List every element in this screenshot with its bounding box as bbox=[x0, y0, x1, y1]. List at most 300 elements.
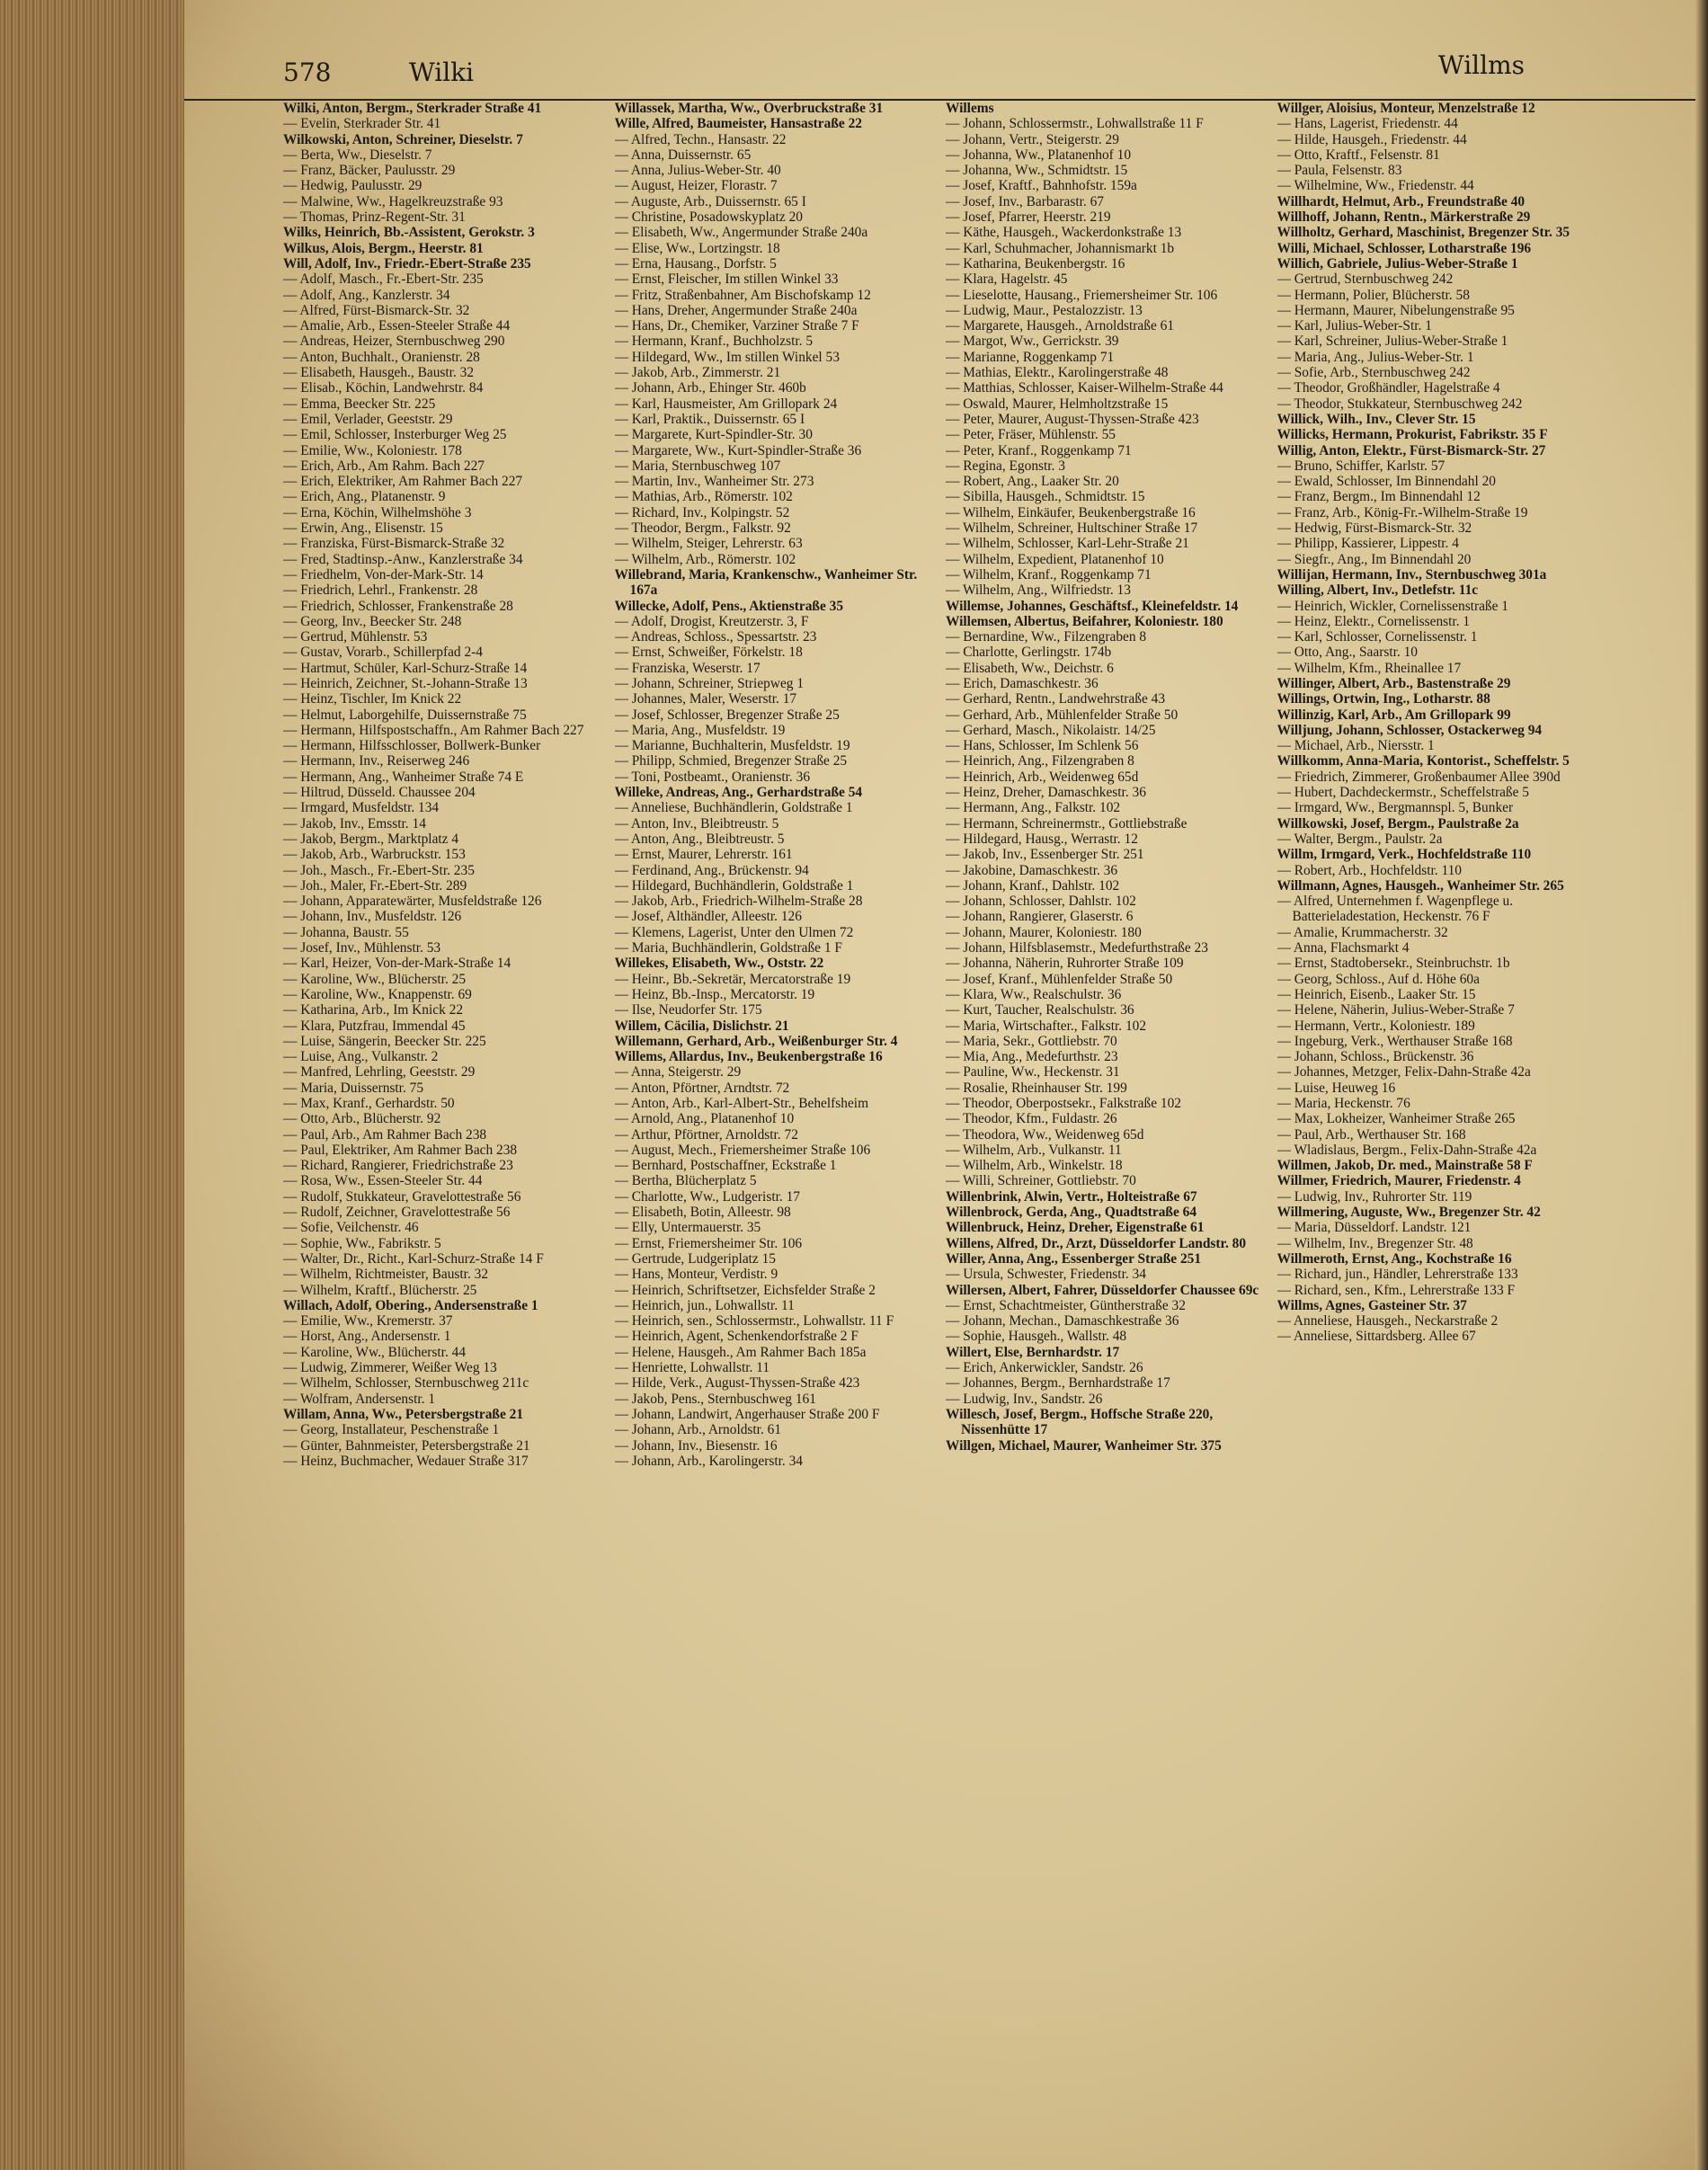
directory-entry: — Maria, Sternbuschweg 107 bbox=[614, 458, 781, 474]
directory-entry: Willhardt, Helmut, Arb., Freundstraße 40 bbox=[1277, 193, 1526, 209]
directory-entry: — Anna, Duissernstr. 65 bbox=[614, 147, 752, 163]
directory-entry: — Hermann, Hilfspostschaffn., Am Rahmer Bach 227 bbox=[283, 722, 584, 738]
directory-entry: — Paula, Felsenstr. 83 bbox=[1277, 163, 1402, 179]
directory-entry: — Elisabeth, Ww., Angermunder Straße 240a bbox=[614, 225, 868, 241]
directory-entry: — Johanna, Baustr. 55 bbox=[283, 924, 409, 940]
directory-entry: Willinzig, Karl, Arb., Am Grillopark 99 bbox=[1277, 707, 1511, 723]
directory-page bbox=[184, 0, 1695, 2170]
directory-entry: — Elisabeth, Botin, Alleestr. 98 bbox=[614, 1205, 791, 1221]
directory-entry: Willenbruck, Heinz, Dreher, Eigenstraße 61 bbox=[946, 1220, 1205, 1236]
directory-entry: — August, Mech., Friemersheimer Straße 106 bbox=[614, 1142, 871, 1158]
directory-entry: Willemsen, Albertus, Beifahrer, Koloniestr. 180 bbox=[946, 613, 1223, 629]
directory-entry: — Katharina, Beukenbergstr. 16 bbox=[946, 255, 1125, 271]
directory-entry: — Helene, Näherin, Julius-Weber-Straße 7 bbox=[1277, 1002, 1515, 1018]
directory-entry: — Franziska, Weserstr. 17 bbox=[614, 660, 761, 676]
directory-entry: — Margarete, Ww., Kurt-Spindler-Straße 36 bbox=[614, 442, 862, 458]
directory-entry: Willinger, Albert, Arb., Bastenstraße 29 bbox=[1277, 675, 1511, 691]
directory-entry: Willemann, Gerhard, Arb., Weißenburger Str. 4 bbox=[614, 1033, 898, 1049]
directory-entry: — Paul, Arb., Werthauser Str. 168 bbox=[1277, 1126, 1466, 1143]
directory-entry: — Ludwig, Inv., Ruhrorter Str. 119 bbox=[1277, 1188, 1472, 1205]
directory-entry: — Wilhelm, Schlosser, Sternbuschweg 211c bbox=[283, 1375, 529, 1392]
directory-entry: — Klemens, Lagerist, Unter den Ulmen 72 bbox=[614, 924, 854, 940]
directory-entry: — Hedwig, Fürst-Bismarck-Str. 32 bbox=[1277, 520, 1472, 537]
directory-entry: — Ursula, Schwester, Friedenstr. 34 bbox=[946, 1267, 1146, 1283]
directory-entry: — Wilhelm, Inv., Bregenzer Str. 48 bbox=[1277, 1235, 1473, 1251]
directory-entry: — Joh., Masch., Fr.-Ebert-Str. 235 bbox=[283, 862, 475, 878]
directory-entry: — Arthur, Pförtner, Arnoldstr. 72 bbox=[614, 1126, 798, 1143]
directory-entry: — Johann, Inv., Musfeldstr. 126 bbox=[283, 909, 462, 925]
directory-entry: Willms, Agnes, Gasteiner Str. 37 bbox=[1277, 1297, 1467, 1313]
directory-entry: — Elly, Untermauerstr. 35 bbox=[614, 1220, 761, 1236]
directory-entry: — Elise, Ww., Lortzingstr. 18 bbox=[614, 240, 780, 256]
directory-entry: — Johann, Inv., Biesenstr. 16 bbox=[614, 1437, 778, 1454]
directory-entry: — Michael, Arb., Niersstr. 1 bbox=[1277, 738, 1435, 754]
directory-entry: — Heinrich, Ang., Filzengraben 8 bbox=[946, 753, 1134, 769]
directory-entry: — Fred, Stadtinsp.-Anw., Kanzlerstraße 34 bbox=[283, 551, 523, 567]
directory-entry: — Emma, Beecker Str. 225 bbox=[283, 396, 436, 412]
directory-entry: — Anton, Inv., Bleibtreustr. 5 bbox=[614, 815, 779, 832]
directory-entry: Willing, Albert, Inv., Detlefstr. 11c bbox=[1277, 583, 1479, 599]
directory-entry: — Hans, Monteur, Verdistr. 9 bbox=[614, 1267, 778, 1283]
directory-entry: — Andreas, Heizer, Sternbuschweg 290 bbox=[283, 334, 505, 350]
directory-entry: — Kurt, Taucher, Realschulstr. 36 bbox=[946, 1002, 1134, 1018]
directory-entry: — Johann, Vertr., Steigerstr. 29 bbox=[946, 131, 1119, 147]
directory-entry: — Theodor, Kfm., Fuldastr. 26 bbox=[946, 1111, 1117, 1127]
directory-entry: — Johann, Hilfsblasemstr., Medefurthstraße 23 bbox=[946, 940, 1208, 956]
directory-entry: — Johann, Arb., Arnoldstr. 61 bbox=[614, 1422, 782, 1438]
directory-entry: — Josef, Inv., Mühlenstr. 53 bbox=[283, 940, 441, 956]
directory-entry: — Emil, Verlader, Geeststr. 29 bbox=[283, 411, 453, 427]
directory-entry: — Wilhelm, Schreiner, Hultschiner Straße 17 bbox=[946, 520, 1198, 537]
directory-entry: — Wilhelm, Kraftf., Blücherstr. 25 bbox=[283, 1282, 477, 1298]
directory-entry: Willeke, Andreas, Ang., Gerhardstraße 54 bbox=[614, 785, 863, 801]
directory-entry: Willm, Irmgard, Verk., Hochfeldstraße 110 bbox=[1277, 847, 1532, 863]
directory-entry: — Heinrich, Arb., Weidenweg 65d bbox=[946, 769, 1139, 785]
directory-entry: Willich, Gabriele, Julius-Weber-Straße 1 bbox=[1277, 255, 1518, 271]
directory-entry: — Erich, Ang., Platanenstr. 9 bbox=[283, 489, 446, 505]
directory-entry: — Hermann, Polier, Blücherstr. 58 bbox=[1277, 287, 1470, 303]
directory-entry: Willem, Cäcilia, Dislichstr. 21 bbox=[614, 1018, 789, 1034]
directory-entry: — Johann, Landwirt, Angerhauser Straße 200 F bbox=[614, 1406, 880, 1422]
directory-entry: Wilkus, Alois, Bergm., Heerstr. 81 bbox=[283, 240, 484, 256]
directory-entry: — Wilhelm, Richtmeister, Baustr. 32 bbox=[283, 1267, 489, 1283]
directory-entry: Willgen, Michael, Maurer, Wanheimer Str. 375 bbox=[946, 1437, 1222, 1454]
directory-columns bbox=[283, 101, 1596, 2132]
directory-entry: — Gustav, Vorarb., Schillerpfad 2-4 bbox=[283, 645, 483, 661]
directory-entry: Willenbrock, Gerda, Ang., Quadtstraße 64 bbox=[946, 1205, 1197, 1221]
directory-entry: Willholtz, Gerhard, Maschinist, Bregenzer Str. 35 bbox=[1277, 225, 1570, 241]
directory-entry: — Elisabeth, Ww., Deichstr. 6 bbox=[946, 660, 1114, 676]
directory-entry: — Wilhelm, Arb., Winkelstr. 18 bbox=[946, 1158, 1123, 1174]
directory-entry: Willicks, Hermann, Prokurist, Fabrikstr. 35 F bbox=[1277, 427, 1548, 443]
directory-entry: — Maria, Ang., Julius-Weber-Str. 1 bbox=[1277, 349, 1474, 365]
directory-entry: — Heinz, Buchmacher, Wedauer Straße 317 bbox=[283, 1453, 529, 1469]
directory-entry: — Willi, Schreiner, Gottliebstr. 70 bbox=[946, 1173, 1136, 1189]
directory-entry: — Bertha, Blücherplatz 5 bbox=[614, 1173, 757, 1189]
directory-entry: — Philipp, Schmied, Bregenzer Straße 25 bbox=[614, 753, 848, 769]
directory-entry: — Bernhard, Postschaffner, Eckstraße 1 bbox=[614, 1158, 837, 1174]
directory-entry: — Maria, Duissernstr. 75 bbox=[283, 1080, 424, 1096]
directory-entry: — Georg, Schloss., Auf d. Höhe 60a bbox=[1277, 971, 1480, 987]
directory-entry: — Heinrich, Schriftsetzer, Eichsfelder Straße 2 bbox=[614, 1282, 876, 1298]
directory-entry: — Hedwig, Paulusstr. 29 bbox=[283, 178, 423, 194]
directory-entry: — Amalie, Krummacherstr. 32 bbox=[1277, 924, 1448, 940]
directory-entry: Willens, Alfred, Dr., Arzt, Düsseldorfer Landstr. 80 bbox=[946, 1235, 1247, 1251]
directory-entry: — Jakob, Arb., Zimmerstr. 21 bbox=[614, 365, 781, 381]
directory-entry: — Anneliese, Sittardsberg. Allee 67 bbox=[1277, 1329, 1476, 1345]
page-header bbox=[184, 36, 1695, 101]
directory-entry: — Johann, Arb., Ehinger Str. 460b bbox=[614, 380, 806, 396]
directory-entry: Willach, Adolf, Obering., Andersenstraße 1 bbox=[283, 1297, 538, 1313]
directory-entry: — Hiltrud, Düsseld. Chaussee 204 bbox=[283, 785, 476, 801]
directory-entry: — Anton, Ang., Bleibtreustr. 5 bbox=[614, 831, 785, 847]
directory-entry: — Karl, Schlosser, Cornelissenstr. 1 bbox=[1277, 629, 1478, 645]
directory-entry: — Ernst, Stadtobersekr., Steinbruchstr. 1b bbox=[1277, 956, 1510, 972]
directory-entry: — Hilde, Verk., August-Thyssen-Straße 423 bbox=[614, 1375, 860, 1392]
directory-entry: — Heinrich, sen., Schlossermstr., Lohwallstr. 11 F bbox=[614, 1313, 894, 1330]
directory-entry: Willmer, Friedrich, Maurer, Friedenstr. 4 bbox=[1277, 1173, 1521, 1189]
directory-entry: — Theodor, Oberpostsekr., Falkstraße 102 bbox=[946, 1096, 1181, 1111]
directory-entry: — Karl, Hausmeister, Am Grillopark 24 bbox=[614, 396, 838, 412]
right-running-head: Willms bbox=[1437, 50, 1525, 80]
directory-entry: — Josef, Inv., Barbarastr. 67 bbox=[946, 193, 1104, 209]
directory-entry: — Wilhelm, Kranf., Roggenkamp 71 bbox=[946, 566, 1152, 583]
directory-entry: — Bruno, Schiffer, Karlstr. 57 bbox=[1277, 458, 1446, 474]
directory-entry: — Sophie, Ww., Fabrikstr. 5 bbox=[283, 1235, 441, 1251]
directory-entry: — Anneliese, Hausgeh., Neckarstraße 2 bbox=[1277, 1313, 1499, 1330]
directory-entry: — Hartmut, Schüler, Karl-Schurz-Straße 14 bbox=[283, 660, 528, 676]
directory-entry: — Ernst, Fleischer, Im stillen Winkel 33 bbox=[614, 271, 839, 288]
directory-entry: — Jakob, Arb., Friedrich-Wilhelm-Straße 28 bbox=[614, 894, 863, 910]
directory-entry: — Hans, Lagerist, Friedenstr. 44 bbox=[1277, 116, 1458, 132]
directory-entry: — Georg, Inv., Beecker Str. 248 bbox=[283, 613, 462, 629]
directory-entry: — Ludwig, Inv., Sandstr. 26 bbox=[946, 1391, 1103, 1407]
directory-entry: — Heinrich, Agent, Schenkendorfstraße 2 F bbox=[614, 1329, 858, 1345]
directory-entry: — Wilhelm, Arb., Römerstr. 102 bbox=[614, 551, 796, 567]
directory-entry: — Hermann, Kranf., Buchholzstr. 5 bbox=[614, 334, 814, 350]
directory-entry: — Rudolf, Zeichner, Gravelottestraße 56 bbox=[283, 1205, 511, 1221]
directory-entry: — Josef, Althändler, Alleestr. 126 bbox=[614, 909, 802, 925]
directory-entry: Willebrand, Maria, Krankenschw., Wanheimer Str. 167a bbox=[614, 566, 918, 599]
directory-entry: — Margarete, Kurt-Spindler-Str. 30 bbox=[614, 427, 813, 443]
directory-entry: — Heinrich, Wickler, Cornelissenstraße 1 bbox=[1277, 598, 1508, 614]
directory-entry: — Friedrich, Schlosser, Frankenstraße 28 bbox=[283, 598, 513, 614]
left-running-head: Wilki bbox=[409, 58, 475, 87]
directory-entry: — Martin, Inv., Wanheimer Str. 273 bbox=[614, 474, 814, 490]
directory-entry: — Ernst, Friemersheimer Str. 106 bbox=[614, 1235, 803, 1251]
directory-entry: — Ernst, Schweißer, Förkelstr. 18 bbox=[614, 645, 803, 661]
directory-entry: — Hermann, Maurer, Nibelungenstraße 95 bbox=[1277, 302, 1515, 318]
directory-entry: — Johanna, Näherin, Ruhrorter Straße 109 bbox=[946, 956, 1184, 972]
directory-entry: Willhoff, Johann, Rentn., Märkerstraße 29 bbox=[1277, 209, 1531, 226]
directory-entry: — Mia, Ang., Medefurthstr. 23 bbox=[946, 1049, 1118, 1065]
directory-column-4 bbox=[1277, 101, 1597, 2132]
directory-entry: — Jakob, Arb., Warbruckstr. 153 bbox=[283, 847, 466, 863]
directory-entry: Willer, Anna, Ang., Essenberger Straße 251 bbox=[946, 1250, 1202, 1267]
directory-entry: — Ludwig, Maur., Pestalozzistr. 13 bbox=[946, 302, 1143, 318]
directory-entry: — Heinr., Bb.-Sekretär, Mercatorstraße 19 bbox=[614, 971, 851, 987]
directory-entry: — Gerhard, Masch., Nikolaistr. 14/25 bbox=[946, 722, 1156, 738]
directory-entry: — Rosalie, Rheinhauser Str. 199 bbox=[946, 1080, 1127, 1096]
directory-entry: — Elisab., Köchin, Landwehrstr. 84 bbox=[283, 380, 484, 396]
directory-entry: — August, Heizer, Florastr. 7 bbox=[614, 178, 778, 194]
directory-column-3 bbox=[946, 101, 1265, 2132]
directory-entry: Willesch, Josef, Bergm., Hoffsche Straße 220, Nissenhütte 17 bbox=[946, 1406, 1214, 1438]
directory-entry: — Heinz, Tischler, Im Knick 22 bbox=[283, 691, 462, 707]
directory-entry: — Gertrud, Sternbuschweg 242 bbox=[1277, 271, 1454, 288]
directory-entry: — Jakob, Inv., Essenberger Str. 251 bbox=[946, 847, 1144, 863]
directory-entry: — Walter, Bergm., Paulstr. 2a bbox=[1277, 831, 1443, 847]
directory-entry: — Philipp, Kassierer, Lippestr. 4 bbox=[1277, 536, 1459, 552]
directory-entry: Willmeroth, Ernst, Ang., Kochstraße 16 bbox=[1277, 1250, 1512, 1267]
directory-entry: — Hans, Dreher, Angermunder Straße 240a bbox=[614, 302, 858, 318]
directory-entry: — Karl, Heizer, Von-der-Mark-Straße 14 bbox=[283, 956, 512, 972]
directory-entry: — Johanna, Ww., Platanenhof 10 bbox=[946, 147, 1132, 163]
directory-entry: — Manfred, Lehrling, Geeststr. 29 bbox=[283, 1064, 476, 1081]
directory-entry: — Hermann, Ang., Wanheimer Straße 74 E bbox=[283, 769, 524, 785]
directory-entry: Wilkowski, Anton, Schreiner, Dieselstr. 7 bbox=[283, 131, 523, 147]
directory-entry: Willmann, Agnes, Hausgeh., Wanheimer Str. 265 bbox=[1277, 877, 1564, 894]
directory-entry: — Maria, Heckenstr. 76 bbox=[1277, 1096, 1410, 1111]
directory-entry: — Peter, Maurer, August-Thyssen-Straße 423 bbox=[946, 411, 1199, 427]
directory-entry: — Josef, Pfarrer, Heerstr. 219 bbox=[946, 209, 1111, 226]
directory-entry: — Erwin, Ang., Elisenstr. 15 bbox=[283, 520, 443, 537]
directory-entry: — Karoline, Ww., Knappenstr. 69 bbox=[283, 986, 472, 1002]
directory-entry: — Gerhard, Arb., Mühlenfelder Straße 50 bbox=[946, 707, 1179, 723]
directory-entry: — Karl, Praktik., Duissernstr. 65 I bbox=[614, 411, 805, 427]
directory-entry: — Johannes, Bergm., Bernhardstraße 17 bbox=[946, 1375, 1170, 1392]
directory-entry: — Emilie, Ww., Kremerstr. 37 bbox=[283, 1313, 453, 1330]
directory-entry: — Ilse, Neudorfer Str. 175 bbox=[614, 1002, 762, 1018]
directory-entry: Willems bbox=[946, 101, 994, 116]
directory-entry: — Friedhelm, Von-der-Mark-Str. 14 bbox=[283, 566, 484, 583]
book-page-edges bbox=[0, 0, 184, 2170]
directory-entry: — Gertrud, Mühlenstr. 53 bbox=[283, 629, 428, 645]
directory-entry: — Sophie, Hausgeh., Wallstr. 48 bbox=[946, 1329, 1127, 1345]
directory-entry: — Otto, Ang., Saarstr. 10 bbox=[1277, 645, 1418, 661]
directory-entry: Willick, Wilh., Inv., Clever Str. 15 bbox=[1277, 411, 1476, 427]
directory-entry: — Christine, Posadowskyplatz 20 bbox=[614, 209, 803, 226]
directory-entry: — Karl, Julius-Weber-Str. 1 bbox=[1277, 318, 1432, 334]
directory-entry: — Auguste, Arb., Duissernstr. 65 I bbox=[614, 193, 806, 209]
directory-entry: — Wilhelm, Steiger, Lehrerstr. 63 bbox=[614, 536, 803, 552]
directory-column-2 bbox=[615, 101, 934, 2132]
directory-entry: — Karl, Schreiner, Julius-Weber-Straße 1 bbox=[1277, 334, 1508, 350]
directory-entry: — Malwine, Ww., Hagelkreuzstraße 93 bbox=[283, 193, 503, 209]
directory-entry: — Irmgard, Musfeldstr. 134 bbox=[283, 800, 440, 816]
directory-entry: — Adolf, Ang., Kanzlerstr. 34 bbox=[283, 287, 450, 303]
directory-entry: — Johannes, Maler, Weserstr. 17 bbox=[614, 691, 797, 707]
directory-entry: — Johann, Schlosser, Dahlstr. 102 bbox=[946, 894, 1136, 910]
directory-entry: — Anna, Flachsmarkt 4 bbox=[1277, 940, 1410, 956]
directory-entry: — Joh., Maler, Fr.-Ebert-Str. 289 bbox=[283, 877, 467, 894]
directory-entry: Willmering, Auguste, Ww., Bregenzer Str. 42 bbox=[1277, 1205, 1541, 1221]
directory-entry: — Anton, Buchhalt., Oranienstr. 28 bbox=[283, 349, 480, 365]
directory-entry: — Jakob, Pens., Sternbuschweg 161 bbox=[614, 1391, 816, 1407]
directory-entry: — Alfred, Techn., Hansastr. 22 bbox=[614, 131, 787, 147]
directory-entry: — Richard, Inv., Kolpingstr. 52 bbox=[614, 504, 790, 520]
directory-entry: — Karoline, Ww., Blücherstr. 44 bbox=[283, 1344, 467, 1360]
directory-entry: — Erich, Ankerwickler, Sandstr. 26 bbox=[946, 1360, 1143, 1376]
directory-entry: — Johann, Schloss., Brückenstr. 36 bbox=[1277, 1049, 1474, 1065]
directory-entry: — Mathias, Elektr., Karolingerstraße 48 bbox=[946, 365, 1169, 381]
directory-entry: — Ingeburg, Verk., Werthauser Straße 168 bbox=[1277, 1033, 1513, 1049]
directory-entry: — Peter, Fräser, Mühlenstr. 55 bbox=[946, 427, 1116, 443]
directory-entry: — Hermann, Ang., Falkstr. 102 bbox=[946, 800, 1121, 816]
directory-entry: — Johann, Rangierer, Glaserstr. 6 bbox=[946, 909, 1134, 925]
directory-entry: — Karl, Schuhmacher, Johannismarkt 1b bbox=[946, 240, 1175, 256]
directory-entry: Willkowski, Josef, Bergm., Paulstraße 2a bbox=[1277, 815, 1519, 832]
directory-entry: Willenbrink, Alwin, Vertr., Holteistraße 67 bbox=[946, 1188, 1197, 1205]
directory-entry: — Ludwig, Zimmerer, Weißer Weg 13 bbox=[283, 1360, 497, 1376]
directory-entry: — Rudolf, Stukkateur, Gravelottestraße 56 bbox=[283, 1188, 521, 1205]
directory-entry: — Irmgard, Ww., Bergmannspl. 5, Bunker bbox=[1277, 800, 1514, 816]
directory-entry: — Thomas, Prinz-Regent-Str. 31 bbox=[283, 209, 466, 226]
directory-entry: — Arnold, Ang., Platanenhof 10 bbox=[614, 1111, 795, 1127]
directory-entry: Willings, Ortwin, Ing., Lotharstr. 88 bbox=[1277, 691, 1490, 707]
directory-entry: — Günter, Bahnmeister, Petersbergstraße 21 bbox=[283, 1437, 530, 1454]
directory-entry: — Wladislaus, Bergm., Felix-Dahn-Straße 42a bbox=[1277, 1142, 1537, 1158]
directory-entry: — Franz, Arb., König-Fr.-Wilhelm-Straße 19 bbox=[1277, 504, 1528, 520]
directory-entry: — Wilhelmine, Ww., Friedenstr. 44 bbox=[1277, 178, 1474, 194]
directory-entry: — Klara, Hagelstr. 45 bbox=[946, 271, 1068, 288]
directory-entry: — Adolf, Masch., Fr.-Ebert-Str. 235 bbox=[283, 271, 484, 288]
directory-entry: Willig, Anton, Elektr., Fürst-Bismarck-Str. 27 bbox=[1277, 442, 1546, 458]
directory-entry: — Gertrude, Ludgeriplatz 15 bbox=[614, 1250, 776, 1267]
directory-entry: — Erich, Arb., Am Rahm. Bach 227 bbox=[283, 458, 485, 474]
directory-entry: — Wilhelm, Ang., Wilfriedstr. 13 bbox=[946, 583, 1131, 599]
directory-entry: — Charlotte, Ww., Ludgeristr. 17 bbox=[614, 1188, 800, 1205]
directory-entry: — Lieselotte, Hausang., Friemersheimer Str. 106 bbox=[946, 287, 1218, 303]
directory-entry: — Georg, Installateur, Peschenstraße 1 bbox=[283, 1422, 500, 1438]
directory-entry: — Luise, Sängerin, Beecker Str. 225 bbox=[283, 1033, 486, 1049]
directory-entry: Willmen, Jakob, Dr. med., Mainstraße 58 F bbox=[1277, 1158, 1533, 1174]
directory-entry: — Marianne, Roggenkamp 71 bbox=[946, 349, 1115, 365]
directory-entry: — Richard, Rangierer, Friedrichstraße 23 bbox=[283, 1158, 513, 1174]
directory-entry: — Hermann, Vertr., Koloniestr. 189 bbox=[1277, 1018, 1475, 1034]
directory-entry: Willam, Anna, Ww., Petersbergstraße 21 bbox=[283, 1406, 524, 1422]
directory-entry: — Hermann, Hilfsschlosser, Bollwerk-Bunker bbox=[283, 738, 541, 754]
directory-entry: Willi, Michael, Schlosser, Lotharstraße 196 bbox=[1277, 240, 1532, 256]
directory-entry: — Heinz, Elektr., Cornelissenstr. 1 bbox=[1277, 613, 1471, 629]
directory-entry: — Maria, Wirtschafter., Falkstr. 102 bbox=[946, 1018, 1147, 1034]
directory-entry: — Erich, Elektriker, Am Rahmer Bach 227 bbox=[283, 474, 523, 490]
directory-entry: — Maria, Düsseldorf. Landstr. 121 bbox=[1277, 1220, 1472, 1236]
directory-entry: — Erna, Köchin, Wilhelmshöhe 3 bbox=[283, 504, 472, 520]
directory-entry: — Johanna, Ww., Schmidtstr. 15 bbox=[946, 163, 1128, 179]
directory-entry: — Toni, Postbeamt., Oranienstr. 36 bbox=[614, 769, 811, 785]
directory-entry: — Hilde, Hausgeh., Friedenstr. 44 bbox=[1277, 131, 1467, 147]
directory-entry: — Hermann, Schreinermstr., Gottliebstraße bbox=[946, 815, 1188, 832]
directory-entry: — Fritz, Straßenbahner, Am Bischofskamp 12 bbox=[614, 287, 871, 303]
directory-entry: Willert, Else, Bernhardstr. 17 bbox=[946, 1344, 1120, 1360]
directory-entry: — Heinz, Bb.-Insp., Mercatorstr. 19 bbox=[614, 986, 815, 1002]
directory-entry: — Theodor, Stukkateur, Sternbuschweg 242 bbox=[1277, 396, 1523, 412]
directory-entry: — Maria, Sekr., Gottliebstr. 70 bbox=[946, 1033, 1117, 1049]
directory-entry: Willekes, Elisabeth, Ww., Oststr. 22 bbox=[614, 956, 824, 972]
directory-column-1 bbox=[283, 101, 602, 2132]
directory-entry: — Gerhard, Rentn., Landwehrstraße 43 bbox=[946, 691, 1166, 707]
directory-entry: — Rosa, Ww., Essen-Steeler Str. 44 bbox=[283, 1173, 483, 1189]
directory-entry: — Ewald, Schlosser, Im Binnendahl 20 bbox=[1277, 474, 1496, 490]
directory-entry: — Jakob, Inv., Emsstr. 14 bbox=[283, 815, 426, 832]
directory-entry: Will, Adolf, Inv., Friedr.-Ebert-Straße 235 bbox=[283, 255, 531, 271]
directory-entry: — Heinrich, Eisenb., Laaker Str. 15 bbox=[1277, 986, 1476, 1002]
directory-entry: Willecke, Adolf, Pens., Aktienstraße 35 bbox=[614, 598, 844, 614]
directory-entry: — Margarete, Hausgeh., Arnoldstraße 61 bbox=[946, 318, 1175, 334]
directory-entry: — Adolf, Drogist, Kreutzerstr. 3, F bbox=[614, 613, 809, 629]
directory-entry: — Sibilla, Hausgeh., Schmidtstr. 15 bbox=[946, 489, 1145, 505]
directory-entry: — Peter, Kranf., Roggenkamp 71 bbox=[946, 442, 1132, 458]
page-gutter bbox=[1695, 0, 1708, 2170]
directory-entry: — Matthias, Schlosser, Kaiser-Wilhelm-Straße 44 bbox=[946, 380, 1223, 396]
directory-entry: — Käthe, Hausgeh., Wackerdonkstraße 13 bbox=[946, 225, 1182, 241]
directory-entry: — Richard, jun., Händler, Lehrerstraße 133 bbox=[1277, 1267, 1518, 1283]
directory-entry: — Paul, Elektriker, Am Rahmer Bach 238 bbox=[283, 1142, 518, 1158]
directory-entry: — Margot, Ww., Gerrickstr. 39 bbox=[946, 334, 1119, 350]
directory-entry: — Johann, Apparatewärter, Musfeldstraße 126 bbox=[283, 894, 542, 910]
page-number: 578 bbox=[283, 58, 332, 87]
directory-entry: — Andreas, Schloss., Spessartstr. 23 bbox=[614, 629, 817, 645]
directory-entry: — Otto, Kraftf., Felsenstr. 81 bbox=[1277, 147, 1440, 163]
directory-entry: — Luise, Ang., Vulkanstr. 2 bbox=[283, 1049, 439, 1065]
directory-entry: — Johann, Schreiner, Striepweg 1 bbox=[614, 675, 805, 691]
directory-entry: — Ferdinand, Ang., Brückenstr. 94 bbox=[614, 862, 809, 878]
directory-entry: — Theodor, Großhändler, Hagelstraße 4 bbox=[1277, 380, 1500, 396]
directory-entry: — Wilhelm, Kfm., Rheinallee 17 bbox=[1277, 660, 1462, 676]
directory-entry: — Wilhelm, Einkäufer, Beukenbergstraße 16 bbox=[946, 504, 1196, 520]
directory-entry: — Johann, Arb., Karolingerstr. 34 bbox=[614, 1453, 803, 1469]
directory-entry: — Theodor, Bergm., Falkstr. 92 bbox=[614, 520, 791, 537]
directory-entry: — Johann, Mechan., Damaschkestraße 36 bbox=[946, 1313, 1179, 1330]
directory-entry: — Hans, Schlosser, Im Schlenk 56 bbox=[946, 738, 1139, 754]
directory-entry: — Marianne, Buchhalterin, Musfeldstr. 19 bbox=[614, 738, 850, 754]
directory-entry: Wilks, Heinrich, Bb.-Assistent, Gerokstr. 3 bbox=[283, 225, 535, 241]
directory-entry: Willems, Allardus, Inv., Beukenbergstraße 16 bbox=[614, 1049, 883, 1065]
directory-entry: — Anton, Arb., Karl-Albert-Str., Behelfsheim bbox=[614, 1096, 869, 1111]
directory-entry: — Erna, Hausang., Dorfstr. 5 bbox=[614, 255, 777, 271]
directory-entry: — Alfred, Unternehmen f. Wagenpflege u. Batterieladestation, Heckenstr. 76 F bbox=[1277, 894, 1514, 925]
directory-entry: — Hildegard, Buchhändlerin, Goldstraße 1 bbox=[614, 877, 854, 894]
directory-entry: — Wilhelm, Arb., Vulkanstr. 11 bbox=[946, 1142, 1122, 1158]
directory-entry: Willkomm, Anna-Maria, Kontorist., Scheffelstr. 5 bbox=[1277, 753, 1570, 769]
directory-entry: — Hans, Dr., Chemiker, Varziner Straße 7 F bbox=[614, 318, 859, 334]
directory-entry: — Emilie, Ww., Koloniestr. 178 bbox=[283, 442, 462, 458]
directory-entry: — Sofie, Veilchenstr. 46 bbox=[283, 1220, 419, 1236]
directory-entry: — Bernardine, Ww., Filzengraben 8 bbox=[946, 629, 1147, 645]
directory-entry: Willersen, Albert, Fahrer, Düsseldorfer Chaussee 69c bbox=[946, 1282, 1259, 1298]
directory-entry: — Heinz, Dreher, Damaschkestr. 36 bbox=[946, 785, 1146, 801]
directory-entry: — Friedrich, Lehrl., Frankenstr. 28 bbox=[283, 583, 478, 599]
directory-entry: — Sofie, Arb., Sternbuschweg 242 bbox=[1277, 365, 1471, 381]
directory-entry: — Josef, Kranf., Mühlenfelder Straße 50 bbox=[946, 971, 1173, 987]
directory-entry: — Elisabeth, Hausgeh., Baustr. 32 bbox=[283, 365, 475, 381]
directory-entry: — Otto, Arb., Blücherstr. 92 bbox=[283, 1111, 441, 1127]
directory-entry: — Anna, Steigerstr. 29 bbox=[614, 1064, 742, 1081]
directory-entry: — Johannes, Metzger, Felix-Dahn-Straße 42a bbox=[1277, 1064, 1531, 1081]
directory-entry: — Katharina, Arb., Im Knick 22 bbox=[283, 1002, 464, 1018]
directory-entry: — Pauline, Ww., Heckenstr. 31 bbox=[946, 1064, 1120, 1081]
directory-entry: — Wilhelm, Schlosser, Karl-Lehr-Straße 21 bbox=[946, 536, 1189, 552]
directory-entry: — Josef, Schlosser, Bregenzer Straße 25 bbox=[614, 707, 840, 723]
directory-entry: Wilki, Anton, Bergm., Sterkrader Straße 41 bbox=[283, 101, 542, 116]
directory-entry: — Horst, Ang., Andersenstr. 1 bbox=[283, 1329, 451, 1345]
directory-entry: Willger, Aloisius, Monteur, Menzelstraße 12 bbox=[1277, 101, 1535, 116]
directory-entry: — Franz, Bäcker, Paulusstr. 29 bbox=[283, 163, 456, 179]
directory-entry: — Anna, Julius-Weber-Str. 40 bbox=[614, 163, 781, 179]
directory-entry: — Paul, Arb., Am Rahmer Bach 238 bbox=[283, 1126, 487, 1143]
directory-entry: — Anneliese, Buchhändlerin, Goldstraße 1 bbox=[614, 800, 853, 816]
